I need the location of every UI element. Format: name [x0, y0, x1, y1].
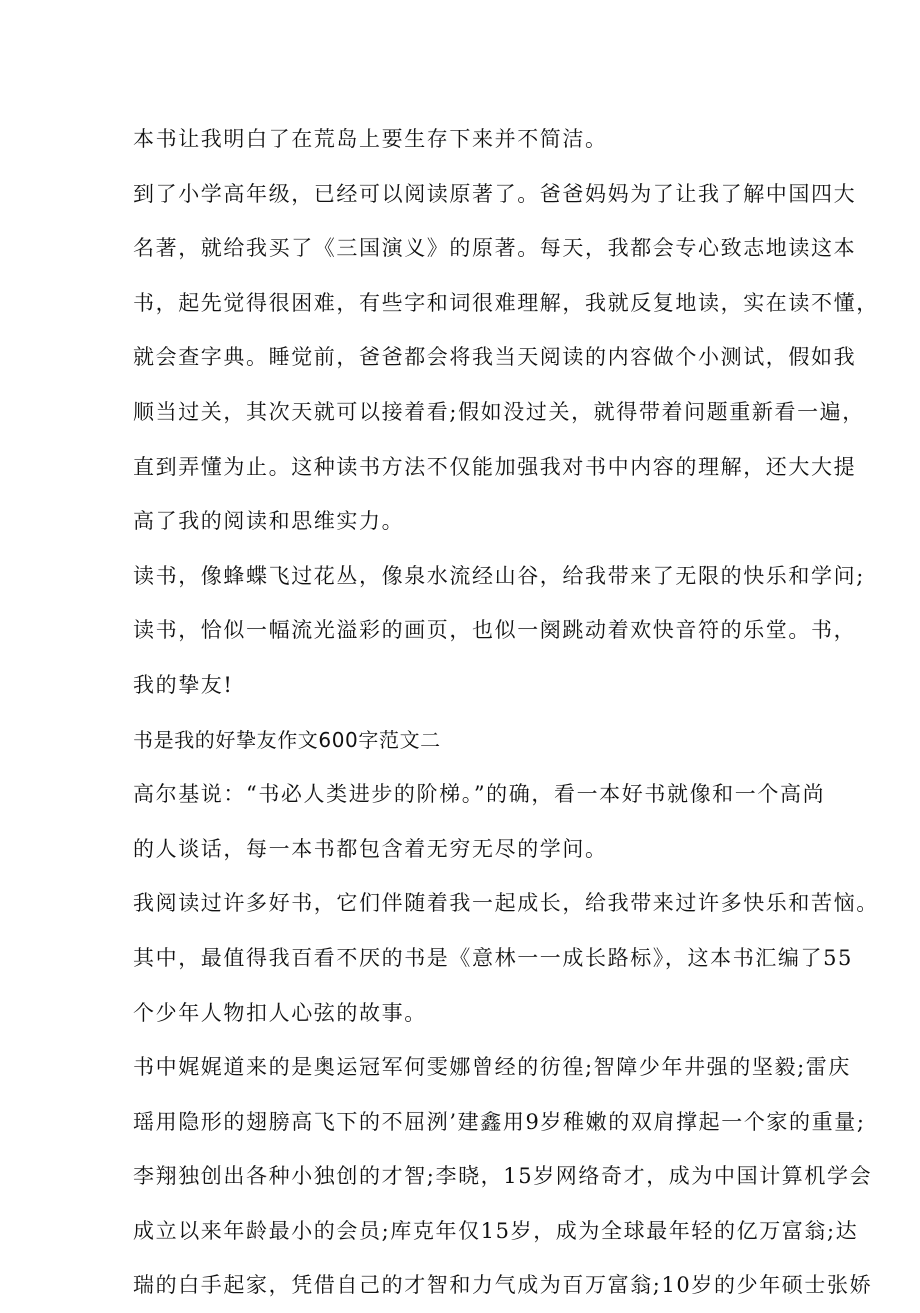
document-body [133, 112, 879, 1313]
text-line: 本书让我明白了在荒岛上要生存下来并不简洁。 [133, 127, 608, 151]
text-line: 读书，像蜂蝶飞过花丛，像泉水流经山谷，给我带来了无限的快乐和学问; [133, 563, 865, 588]
text-line: 高尔基说：“书必人类进步的阶梯。”的确，看一本好书就像和一个高尚 [133, 782, 826, 807]
text-line: 书，起先觉得很困难，有些字和词很难理解，我就反复地读，实在读不懂， [133, 290, 879, 315]
text-line: 读书，恰似一幅流光溢彩的画页，也似一阕跳动着欢快音符的乐堂。书， [133, 618, 857, 643]
section-heading: 书是我的好挚友作文600字范文二 [133, 727, 441, 752]
text-line: 我阅读过许多好书，它们伴随着我一起成长，给我带来过许多快乐和苦恼。 [133, 891, 879, 916]
text-line: 瑶用隐形的翅膀高飞下的不屈洌’建鑫用9岁稚嫩的双肩撑起一个家的重量; [133, 1109, 866, 1134]
text-line: 顺当过关，其次天就可以接着看;假如没过关，就得带着问题重新看一遍， [133, 399, 865, 424]
text-line: 高了我的阅读和思维实力。 [133, 509, 405, 534]
text-line: 我的挚友! [133, 672, 234, 697]
text-line: 的人谈话，每一本书都包含着无穷无尽的学问。 [133, 836, 608, 861]
text-line: 瑞的白手起家，凭借自己的才智和力气成为百万富翁;10岁的少年硕士张娇 [133, 1273, 873, 1298]
text-line: 名著，就给我买了《三国演义》的原著。每天，我都会专心致志地读这本 [133, 236, 857, 261]
text-line: 李翔独创出各种小独创的才智;李晓，15岁网络奇才，成为中国计算机学会 [133, 1164, 873, 1189]
text-line: 就会查字典。睡觉前，爸爸都会将我当天阅读的内容做个小测试，假如我 [133, 345, 857, 370]
text-line: 个少年人物扣人心弦的故事。 [133, 1000, 427, 1025]
text-line: 书中娓娓道来的是奥运冠军何雯娜曾经的彷徨;智障少年井强的坚毅;雷庆 [133, 1055, 851, 1080]
text-line: 直到弄懂为止。这种读书方法不仅能加强我对书中内容的理解，还大大提 [133, 454, 857, 479]
text-line: 到了小学高年级，已经可以阅读原著了。爸爸妈妈为了让我了解中国四大 [133, 181, 857, 206]
text-line: 成立以来年龄最小的会员;库克年仅15岁，成为全球最年轻的亿万富翁;达 [133, 1218, 859, 1243]
text-line: 其中，最值得我百看不厌的书是《意林一一成长路标》，这本书汇编了55 [133, 945, 854, 970]
